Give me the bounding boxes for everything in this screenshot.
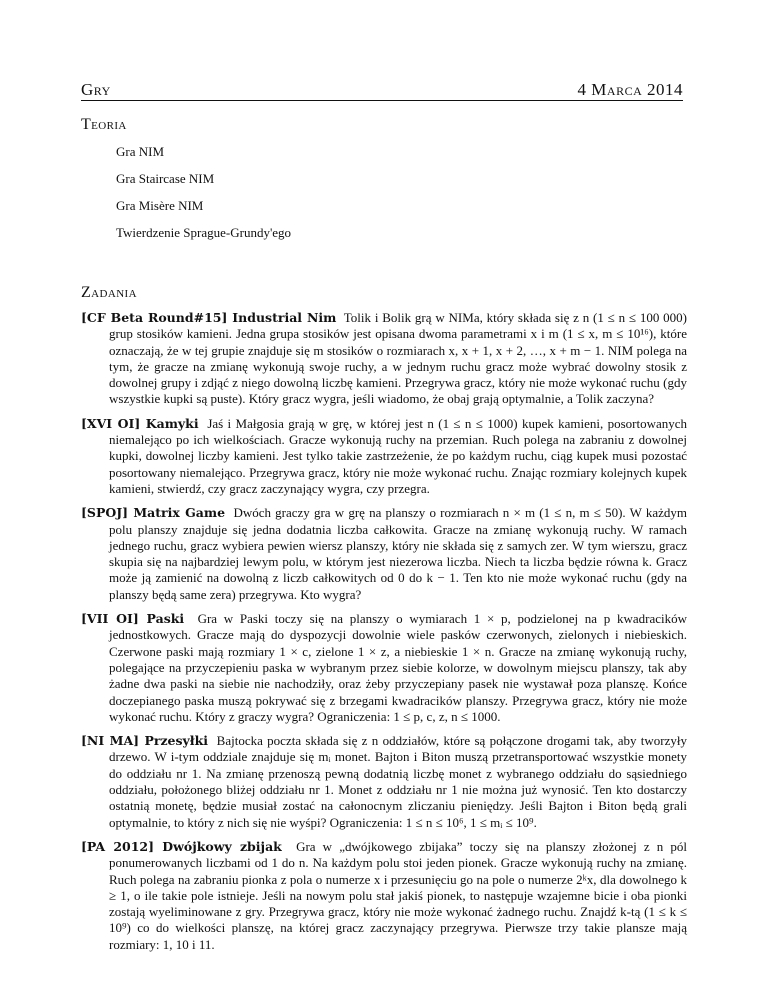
task-item [81, 310, 687, 408]
header-title: Gry [81, 80, 111, 99]
task-item [81, 611, 687, 725]
task-text: Gra w „dwójkowego zbijaka” toczy się na planszy złożonej z n pól ponumerowanych liczbami od 1 do n. Na każdym polu stoi jeden pionek. Gracze wykonują ruchy na zmianę. Ruch polega na zabraniu pionka z pola o numerze x i przesunięciu go na pole o numerze 2ᵏx, dla dowolnego k ≥ 1, o ile takie pole istnieje. Jeśli na nowym polu stał jakiś pionek, to następuje wzajemne bicie i oba pionki zostają wyeliminowane z gry. Przegrywa gracz, który nie może wykonać żadnego ruchu. Znajdź k-tą (1 ≤ k ≤ 10⁹) co do wielkości planszę, na której gracz zaczynający przegrywa. Pierwsze trzy takie plansze mają rozmiary: 1, 10 i 11. [109, 838, 687, 952]
theory-item: Twierdzenie Sprague-Grundy'ego [116, 225, 292, 240]
task-text: Bajtocka poczta składa się z n oddziałów, które są połączone drogami tak, aby tworzyły drzewo. W i-tym oddziale znajduje się mᵢ monet. Bajton i Biton muszą przetransportować wszystkie monety do oddziału nr 1. Na zmianę przenoszą pewną dodatnią liczbę monet z wybranego oddziału do sąsiedniego oddziału, położonego bliżej oddziału nr 1. Monet z oddziału nr 1 nie można już wynosić. Ten kto dostarczy ostatnią monetę, będzie musiał zostać na całonocnym zliczaniu pieniędzy. Jeśli Bajton i Biton będą grali optymalnie, to który z nich się nie wyśpi? Ograniczenia: 1 ≤ n ≤ 10⁶, 1 ≤ mᵢ ≤ 10⁹. [109, 733, 687, 830]
theory-item: Gra Misère NIM [116, 198, 204, 213]
task-tag: [XVI OI] Kamyki [81, 415, 199, 431]
task-text: Gra w Paski toczy się na planszy o wymiarach 1 × p, podzielonej na p kwadracików jednostkowych. Gracze mają do dyspozycji dowolnie wiele pasków czerwonych, zielonych i niebieskich. Czerwone paski mają rozmiary 1 × c, zielone 1 × z, a niebieskie 1 × n. Gracze na zmianę wykonują ruchy, polegające na przyczepieniu paska w wybranym przez siebie kolorze, w dowolnym miejscu planszy, tak aby żadne dwa paski na siebie nie nachodziły, oraz żeby przyczepiany pasek nie wystawał poza planszę. Końce doczepianego paska muszą pokrywać się z brzegami kwadracików planszy. Przegrywa gracz, który nie może wykonać ruchu. Który z graczy wygra? Ograniczenia: 1 ≤ p, c, z, n ≤ 1000. [109, 611, 687, 724]
task-tag: [VII OI] Paski [81, 611, 185, 627]
task-item [81, 733, 687, 831]
theory-item: Gra Staircase NIM [116, 171, 215, 186]
task-item [81, 839, 687, 953]
task-tag: [NI MA] Przesyłki [81, 733, 209, 749]
task-tag: [CF Beta Round#15] Industrial Nim [81, 310, 337, 325]
task-tag: [SPOJ] Matrix Game [81, 505, 226, 521]
section-title-tasks: Zadania [81, 284, 137, 301]
task-text: Dwóch graczy gra w grę na planszy o rozmiarach n × m (1 ≤ n, m ≤ 50). W każdym polu planszy znajduje się jedna dodatnia liczba całkowita. Gracze na zmianę wykonują ruchy. W ramach jednego ruchu, gracz wybiera pewien wiersz planszy, który nie składa się z samych zer. W tym wierszu, gracz skupia się na najbardziej lewym polu, w którym jest niezerowa liczba. Niech ta liczba będzie równa k. Gracz może ją zamienić na dowolną z liczb całkowitych od 0 do k − 1. Ten kto nie może wykonać ruchu (gdy na planszy będą same zera) przegrywa. Kto wygra? [109, 505, 687, 602]
task-text: Jaś i Małgosia grają w grę, w której jest n (1 ≤ n ≤ 1000) kupek kamieni, posortowanych niemalejąco po ich wielkościach. Gracze wykonują ruchy na przemian. Ruch polega na zabraniu z dowolnej kupki, dowolnej liczby kamieni. Jest tylko takie zastrzeżenie, że po każdym ruchu, ciąg kupek musi pozostać posortowany niemalejąco. Przegrywa gracz, który nie może wykonać ruchu. Znając rozmiary kolejnych kupek kamieni, stwierdź, czy gracz zaczynający wygra, czy przegra. [109, 415, 687, 496]
theory-list [116, 145, 676, 253]
page-header [81, 80, 683, 101]
header-date: 4 Marca 2014 [577, 80, 683, 99]
task-item [81, 505, 687, 603]
section-title-theory: Teoria [81, 116, 127, 133]
task-item [81, 416, 687, 497]
task-tag: [PA 2012] Dwójkowy zbijak [81, 838, 282, 854]
task-text: Tolik i Bolik grą w NIMa, który składa się z n (1 ≤ n ≤ 100 000) grup stosików kamieni. Jedna grupa stosików jest opisana dwoma parametrami x i m (1 ≤ x, m ≤ 10¹⁶), które oznaczają, że w tej grupie znajduje się m stosików o rozmiarach x, x + 1, x + 2, …, x + m − 1. NIM polega na tym, że gracze na zmianę wykonują swoje ruchy, a w jednym ruchu gracz może wybrać dowolny stosik z dowolnej grupy i zdjąć z niego dowolną liczbę kamieni. Przegrywa gracz, który nie może wykonać ruchu (gdy wszystkie kupki są puste). Który gracz wygra, jeśli wiadomo, że obaj grają optymalnie, a Tolik zaczyna? [109, 310, 688, 407]
task-list [81, 310, 687, 961]
theory-item: Gra NIM [116, 144, 165, 159]
